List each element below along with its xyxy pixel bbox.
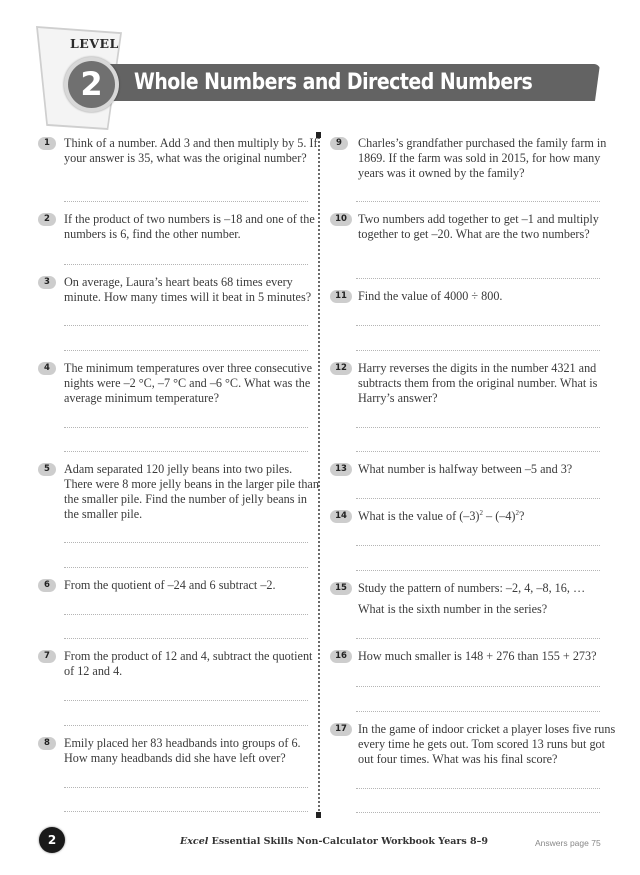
question-text: Two numbers add together to get –1 and multiply together to get –20. What are the two numbers?: [358, 212, 599, 241]
question-number-badge: 4: [38, 362, 56, 375]
answer-line[interactable]: [356, 350, 600, 351]
question-text: From the product of 12 and 4, subtract the quotient of 12 and 4.: [64, 649, 313, 678]
answer-line[interactable]: [356, 325, 600, 326]
footer-brand: Excel: [180, 836, 209, 847]
answer-line[interactable]: [64, 638, 308, 639]
answer-line[interactable]: [356, 812, 600, 813]
question-text-line2: What is the sixth number in the series?: [358, 602, 548, 616]
question-text: The minimum temperatures over three consecutive nights were –2 °C, –7 °C and –6 °C. What was the average minimum temperature?: [64, 361, 313, 405]
answer-line[interactable]: [64, 427, 308, 428]
question-text: In the game of indoor cricket a player loses five runs every time he gets out. Tom scored 13 runs but got out four times. What was his final score?: [358, 722, 616, 766]
question-number-badge: 7: [38, 650, 56, 663]
question-number-badge: 13: [330, 463, 352, 476]
question-number-badge: 10: [330, 213, 352, 226]
page-number-badge: 2: [39, 827, 65, 853]
answer-line[interactable]: [64, 542, 308, 543]
divider-bottom-cap: [316, 812, 321, 818]
answer-line[interactable]: [64, 264, 308, 265]
footer-book-title: [180, 836, 488, 847]
answer-line[interactable]: [356, 788, 600, 789]
answer-line[interactable]: [64, 787, 308, 788]
answer-line[interactable]: [64, 350, 308, 351]
question-number-badge: 3: [38, 276, 56, 289]
question-text: How much smaller is 148 + 276 than 155 + 273?: [358, 649, 597, 663]
question-number-badge: 11: [330, 290, 352, 303]
question-text: Harry reverses the digits in the number 4321 and subtracts them from the original number. What is Harry’s answer?: [358, 361, 598, 405]
footer-title-text: Essential Skills Non-Calculator Workbook Years 8–9: [208, 836, 489, 847]
question-number-badge: 1: [38, 137, 56, 150]
question-text-line1: Study the pattern of numbers: –2, 4, –8, 16, …: [358, 581, 586, 595]
answer-line[interactable]: [64, 614, 308, 615]
question-text: [358, 581, 618, 617]
answer-line[interactable]: [64, 201, 308, 202]
answer-line[interactable]: [356, 451, 600, 452]
answer-line[interactable]: [356, 278, 600, 279]
question-number-badge: 12: [330, 362, 352, 375]
question-number-badge: 9: [330, 137, 348, 150]
question-text: Emily placed her 83 headbands into groups of 6. How many headbands did she have left over?: [64, 736, 301, 765]
question-number-badge: 17: [330, 723, 352, 736]
answer-line[interactable]: [356, 545, 600, 546]
question-number-badge: 15: [330, 582, 352, 595]
question-text: What number is halfway between –5 and 3?: [358, 462, 573, 476]
question-text: [358, 509, 618, 524]
question-text-part: – (–4): [483, 509, 516, 523]
question-number-badge: 2: [38, 213, 56, 226]
answer-line[interactable]: [356, 427, 600, 428]
level-label: LEVEL: [70, 36, 119, 51]
question-text-part: What is the value of (–3): [358, 509, 480, 523]
question-text: Charles’s grandfather purchased the family farm in 1869. If the farm was sold in 2015, for how many years was it owned by the family?: [358, 136, 607, 180]
answer-line[interactable]: [356, 711, 600, 712]
question-number-badge: 14: [330, 510, 352, 523]
answer-line[interactable]: [356, 498, 600, 499]
question-number-badge: 8: [38, 737, 56, 750]
answer-line[interactable]: [356, 638, 600, 639]
question-text: On average, Laura’s heart beats 68 times every minute. How many times will it beat in 5 minutes?: [64, 275, 312, 304]
exponent: 2: [479, 508, 483, 517]
question-text: If the product of two numbers is –18 and one of the numbers is 6, find the other number.: [64, 212, 315, 241]
answer-line[interactable]: [64, 451, 308, 452]
answer-line[interactable]: [356, 570, 600, 571]
question-text-part: ?: [519, 509, 525, 523]
page-title: Whole Numbers and Directed Numbers: [134, 70, 533, 95]
question-text: Adam separated 120 jelly beans into two piles. There were 8 more jelly beans in the larger pile than the smaller pile. Find the number of jelly beans in the smaller pile.: [64, 462, 319, 521]
answers-page-reference: Answers page 75: [535, 838, 601, 848]
answer-line[interactable]: [64, 811, 308, 812]
answer-line[interactable]: [64, 700, 308, 701]
answer-line[interactable]: [64, 725, 308, 726]
question-number-badge: 6: [38, 579, 56, 592]
answer-line[interactable]: [64, 567, 308, 568]
answer-line[interactable]: [64, 325, 308, 326]
question-text: Find the value of 4000 ÷ 800.: [358, 289, 503, 303]
question-number-badge: 5: [38, 463, 56, 476]
answer-line[interactable]: [356, 201, 600, 202]
question-number-badge: 16: [330, 650, 352, 663]
question-text: From the quotient of –24 and 6 subtract –2.: [64, 578, 276, 592]
question-text: Think of a number. Add 3 and then multiply by 5. If your answer is 35, what was the original number?: [64, 136, 318, 165]
answer-line[interactable]: [356, 686, 600, 687]
exponent: 2: [515, 508, 519, 517]
level-number-badge: 2: [68, 61, 115, 108]
